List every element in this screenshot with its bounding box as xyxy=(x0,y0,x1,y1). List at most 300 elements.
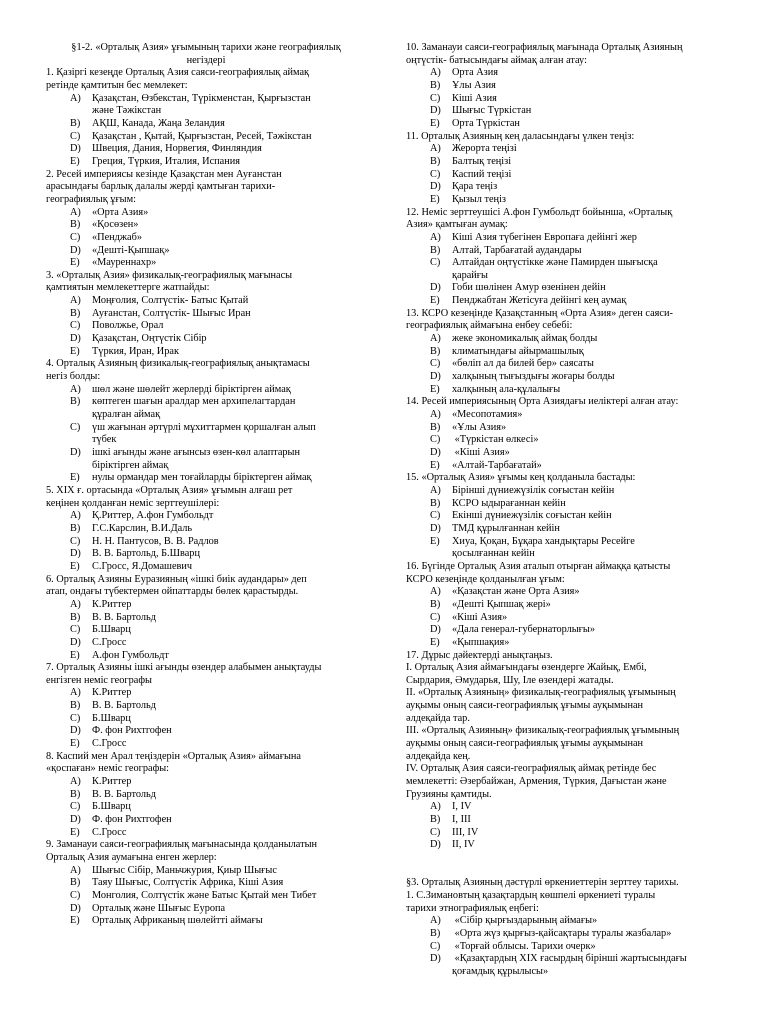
answer-option xyxy=(406,346,728,359)
option-letter: B) xyxy=(430,244,441,256)
option-letter: A) xyxy=(70,295,81,307)
option-text: К.Риттер xyxy=(92,687,132,699)
question-line: 14. Ресей империясының Орта Азиядағы иеліктері алған атау: xyxy=(406,396,679,408)
option-text: Шығыс Түркістан xyxy=(452,105,532,117)
option-continuation: қосылғаннан кейін xyxy=(452,548,535,560)
answer-option xyxy=(46,523,366,536)
option-text: ТМД құрылғаннан кейін xyxy=(452,522,560,534)
answer-option xyxy=(46,245,366,258)
option-letter: B) xyxy=(70,877,81,889)
question-line: 15. «Орталық Азия» ұғымы кең қолданыла бастады: xyxy=(406,472,636,484)
option-letter: C) xyxy=(430,940,441,952)
option-letter: B) xyxy=(70,396,81,408)
option-letter: A) xyxy=(430,586,441,598)
section-heading: §1-2. «Орталық Азия» ұғымының тарихи және географиялық xyxy=(71,42,341,53)
answer-option xyxy=(46,687,366,700)
question-line: Грузияны қамтиды. xyxy=(406,788,492,800)
answer-option xyxy=(406,169,728,182)
option-letter: D) xyxy=(70,143,81,155)
answer-option xyxy=(406,282,728,295)
option-letter: D) xyxy=(430,447,441,458)
answer-option xyxy=(406,118,728,131)
answer-option xyxy=(46,561,366,574)
option-text: А.фон Гумбольдт xyxy=(92,649,169,661)
answer-option xyxy=(406,599,728,612)
answer-option xyxy=(46,156,366,169)
answer-option xyxy=(406,156,728,169)
option-text: Ұлы Азия xyxy=(452,79,496,91)
option-letter: C) xyxy=(70,320,81,332)
answer-option xyxy=(406,232,728,245)
option-letter: E) xyxy=(70,257,80,269)
option-letter: A) xyxy=(430,409,441,421)
question-line: қамтиятын мемлекеттерге жатпайды: xyxy=(46,282,210,294)
right-column xyxy=(406,42,728,979)
option-text: Пенджабтан Жетісуға дейінгі кең аумақ xyxy=(452,295,627,307)
option-letter: A) xyxy=(430,333,441,345)
answer-option xyxy=(406,257,728,270)
answer-option xyxy=(406,371,728,384)
option-letter: E) xyxy=(70,915,80,927)
option-text: Бірінші дүниежүзілік соғыстан кейін xyxy=(452,484,615,496)
option-text: Б.Шварц xyxy=(92,624,131,636)
option-letter: C) xyxy=(70,712,81,724)
answer-option xyxy=(46,789,366,802)
question-line: мемлекетті: Әзербайжан, Армения, Түркия, Дағыстан және xyxy=(406,776,667,788)
option-text: Қазақстан, Өзбекстан, Түрікменстан, Қырғызстан xyxy=(92,92,311,104)
option-text: Орта Түркістан xyxy=(452,117,520,129)
option-letter: D) xyxy=(430,282,441,294)
option-text: Қазақстан, Оңтүстік Сібір xyxy=(92,333,207,345)
option-letter: C) xyxy=(70,231,81,243)
option-letter: D) xyxy=(430,522,441,534)
question-line: IV. Орталық Азия саяси-географиялық аймақ ретінде бес xyxy=(406,763,657,775)
question-line: географиялық аймағына енбеу себебі: xyxy=(406,320,573,332)
option-letter: B) xyxy=(70,117,81,129)
option-letter: B) xyxy=(430,421,441,433)
answer-option xyxy=(46,624,366,637)
question-line: географиялық ұғым: xyxy=(46,193,136,205)
option-text: «Сібір қырғыздарының аймағы» xyxy=(452,915,598,927)
option-text: Түркия, Иран, Ирак xyxy=(92,345,179,357)
answer-option xyxy=(406,447,728,460)
option-text: Н. Н. Пантусов, В. В. Радлов xyxy=(92,535,219,547)
option-letter: C) xyxy=(430,257,441,269)
option-letter: E) xyxy=(430,383,440,395)
question-line: II. «Орталық Азияның» физикалық-географиялық ұғымының xyxy=(406,687,676,699)
option-text: халқының ала-құлалығы xyxy=(452,383,561,395)
option-text: Б.Шварц xyxy=(92,712,131,724)
answer-option xyxy=(46,295,366,308)
option-letter: B) xyxy=(70,522,81,534)
option-letter: A) xyxy=(70,206,81,218)
answer-option xyxy=(46,118,366,131)
question-line: 10. Заманауи саяси-географиялық мағынада Орталық Азияның xyxy=(406,42,683,53)
option-letter: B) xyxy=(430,79,441,91)
question-line: енгізген неміс географы xyxy=(46,674,152,686)
option-text: Швеция, Дания, Норвегия, Финляндия xyxy=(92,143,262,155)
option-letter: C) xyxy=(430,826,441,838)
option-text: «бөліп ал да билей бер» саясаты xyxy=(452,358,594,370)
option-text: Гоби шөлінен Амур өзенінен дейін xyxy=(452,282,606,294)
option-letter: A) xyxy=(70,776,81,788)
option-text: «Алтай-Тарбағатай» xyxy=(452,459,542,471)
answer-option xyxy=(406,586,728,599)
spacer xyxy=(406,852,728,865)
option-text: I, III xyxy=(452,814,471,826)
question-line: оңтүстік- батысындағы аймақ алған атау: xyxy=(406,54,587,66)
question-line: I. Орталық Азия аймағындағы өзендерге Жайық, Ембі, xyxy=(406,662,647,674)
answer-option xyxy=(46,725,366,738)
answer-option xyxy=(406,814,728,827)
answer-option xyxy=(406,358,728,371)
question-line: ауқымы оның саяси-географиялық ұғымы ауқымынан xyxy=(406,738,644,750)
option-letter: E) xyxy=(430,295,440,307)
option-letter: D) xyxy=(70,447,81,458)
option-letter: A) xyxy=(430,143,441,155)
option-text: «Қазақтардың ХІХ ғасырдың бірінші жартысындағы xyxy=(452,953,687,965)
answer-option xyxy=(46,865,366,878)
left-column xyxy=(46,42,366,928)
answer-option xyxy=(406,333,728,346)
answer-option xyxy=(46,903,366,916)
option-letter: E) xyxy=(70,472,80,484)
option-text: халқының тығыздығы жоғары болды xyxy=(452,371,615,383)
option-letter: C) xyxy=(70,889,81,901)
option-text: «Қосөзен» xyxy=(92,219,139,231)
question-line: Сырдария, Әмударья, Шу, Іле өзендері жатады. xyxy=(406,674,614,686)
answer-option xyxy=(406,498,728,511)
answer-option xyxy=(406,536,728,549)
option-text: «Орта жүз қырғыз-қайсақтары туралы жазбалар» xyxy=(452,927,672,939)
option-letter: C) xyxy=(430,510,441,522)
option-letter: D) xyxy=(70,636,81,648)
option-letter: D) xyxy=(70,814,81,826)
answer-option xyxy=(406,485,728,498)
option-text: климатындағы айырмашылық xyxy=(452,345,584,357)
option-text: В. В. Бартольд xyxy=(92,611,156,623)
option-letter: D) xyxy=(70,902,81,914)
option-letter: C) xyxy=(70,130,81,142)
question-line: КСРО кезеңінде қолданылған ұғым: xyxy=(406,573,565,585)
question-line: 1. С.Зимановтың қазақтардың көшпелі өркениеті туралы xyxy=(406,889,656,901)
option-letter: A) xyxy=(430,915,441,927)
option-text: Монголия, Солтүстік және Батыс Қытай мен Тибет xyxy=(92,889,317,901)
answer-option xyxy=(46,447,366,460)
answer-option xyxy=(406,953,728,966)
option-text: «Месопотамия» xyxy=(452,409,523,421)
answer-option xyxy=(406,384,728,397)
answer-option xyxy=(406,915,728,928)
option-text: I, IV xyxy=(452,801,472,813)
answer-option xyxy=(46,308,366,321)
answer-option xyxy=(406,612,728,625)
option-letter: A) xyxy=(430,801,441,813)
answer-option xyxy=(406,941,728,954)
option-text: Ауғанстан, Солтүстік- Шығыс Иран xyxy=(92,307,251,319)
option-letter: E) xyxy=(430,459,440,471)
answer-option xyxy=(406,422,728,435)
question-line: ретінде қамтитын бес мемлекет: xyxy=(46,79,188,91)
question-line: 8. Каспий мен Арал теңіздерін «Орталық Азия» аймағына xyxy=(46,750,301,762)
option-letter: C) xyxy=(430,358,441,370)
option-letter: D) xyxy=(430,624,441,636)
answer-option xyxy=(406,801,728,814)
option-text: Орталық Африканың шөлейтті аймағы xyxy=(92,915,263,927)
option-text: ішкі ағынды және ағынсыз өзен-көл алаптарын xyxy=(92,447,300,458)
answer-option xyxy=(406,80,728,93)
answer-option xyxy=(46,510,366,523)
option-text: С.Гросс, Я.Домашевич xyxy=(92,560,193,572)
question-line: 11. Орталық Азияның кең даласындағы үлкен теңіз: xyxy=(406,130,635,142)
option-text: К.Риттер xyxy=(92,776,132,788)
option-text: К.Риттер xyxy=(92,598,132,610)
option-text: Хиуа, Қоқан, Бұқара хандықтары Ресейге xyxy=(452,535,635,547)
option-text: «Пенджаб» xyxy=(92,231,142,243)
answer-option xyxy=(46,472,366,485)
answer-option xyxy=(46,713,366,726)
answer-option xyxy=(46,143,366,156)
answer-option xyxy=(406,245,728,258)
question-line: Азия» қамтыған аумақ: xyxy=(406,219,508,231)
option-letter: D) xyxy=(430,181,441,193)
answer-option xyxy=(406,409,728,422)
option-text: Кіші Азия xyxy=(452,92,497,104)
answer-option xyxy=(46,346,366,359)
option-text: Г.С.Карслин, В.И.Даль xyxy=(92,522,193,534)
option-text: Орта Азия xyxy=(452,67,498,79)
option-letter: A) xyxy=(70,687,81,699)
answer-option xyxy=(46,814,366,827)
question-line: тарихи этнографиялық еңбегі: xyxy=(406,902,539,914)
option-letter: B) xyxy=(70,788,81,800)
option-text: Греция, Түркия, Италия, Испания xyxy=(92,155,241,167)
option-letter: E) xyxy=(430,636,440,648)
question-line: «қоспаған» неміс географы: xyxy=(46,763,170,775)
option-text: Б.Шварц xyxy=(92,801,131,813)
answer-option xyxy=(406,67,728,80)
option-letter: B) xyxy=(430,814,441,826)
option-text: шөл және шөлейт жерлерді біріктірген аймақ xyxy=(92,383,291,395)
option-letter: D) xyxy=(70,244,81,256)
question-line: 2. Ресей империясы кезінде Қазақстан мен Ауғанстан xyxy=(46,168,282,180)
answer-option xyxy=(406,839,728,852)
option-text: Алтай, Тарбағатай аудандары xyxy=(452,244,582,256)
option-text: С.Гросс xyxy=(92,826,127,838)
answer-option xyxy=(46,257,366,270)
option-text: «Түркістан өлкесі» xyxy=(452,434,539,446)
option-text: Қызыл теңіз xyxy=(452,193,506,205)
option-text: Орталық және Шығыс Еуропа xyxy=(92,902,226,914)
question-line: әлдеқайда кең. xyxy=(406,750,471,762)
option-letter: A) xyxy=(70,510,81,522)
option-text: КСРО ыдырағаннан кейін xyxy=(452,497,566,509)
answer-option xyxy=(46,93,366,106)
question-line: 1. Қазіргі кезеңде Орталық Азия саяси-географиялық аймақ xyxy=(46,67,310,79)
option-text: көптеген шағын аралдар мен архипелагтардан xyxy=(92,396,296,408)
question-line: ауқымы оның саяси-географиялық ұғымы ауқымынан xyxy=(406,700,644,712)
option-letter: D) xyxy=(430,371,441,383)
option-letter: D) xyxy=(70,548,81,560)
answer-option xyxy=(46,536,366,549)
option-letter: B) xyxy=(70,219,81,231)
option-text: АҚШ, Канада, Жаңа Зеландия xyxy=(92,117,225,129)
option-letter: B) xyxy=(70,700,81,712)
option-text: «Кіші Азия» xyxy=(452,447,510,458)
answer-option xyxy=(406,295,728,308)
option-text: Кіші Азия түбегінен Европаға дейінгі жер xyxy=(452,231,637,243)
answer-option xyxy=(406,510,728,523)
question-line: атап, ондағы түбектермен ойпаттарды бөлек қарастырды. xyxy=(46,586,299,598)
option-text: Поволжье, Орал xyxy=(92,320,164,332)
option-text: «Қазақстан және Орта Азия» xyxy=(452,586,580,598)
question-line: 7. Орталық Азияны ішкі ағынды өзендер алабымен анықтауды xyxy=(46,662,322,674)
option-letter: E) xyxy=(70,826,80,838)
option-text: «Дешті-Қыпшақ» xyxy=(92,244,170,256)
answer-option xyxy=(46,207,366,220)
option-text: Жерорта теңізі xyxy=(452,143,517,155)
answer-option xyxy=(46,131,366,144)
option-letter: E) xyxy=(430,117,440,129)
answer-option xyxy=(46,333,366,346)
answer-option xyxy=(46,219,366,232)
option-continuation: қоғамдық құрылысы» xyxy=(452,965,549,977)
question-line: әлдеқайда тар. xyxy=(406,712,470,724)
answer-option xyxy=(406,637,728,650)
answer-option xyxy=(46,801,366,814)
option-letter: E) xyxy=(70,649,80,661)
answer-option xyxy=(406,434,728,447)
answer-option xyxy=(406,523,728,536)
answer-option xyxy=(46,320,366,333)
answer-option xyxy=(46,700,366,713)
answer-option xyxy=(406,143,728,156)
question-line: 9. Заманауи саяси-географиялық мағынасында қолданылатын xyxy=(46,839,318,851)
option-text: Каспий теңізі xyxy=(452,168,512,180)
option-letter: A) xyxy=(430,67,441,79)
answer-option xyxy=(46,612,366,625)
answer-option xyxy=(46,232,366,245)
answer-option xyxy=(46,915,366,928)
answer-option xyxy=(46,827,366,840)
answer-option xyxy=(46,637,366,650)
option-letter: A) xyxy=(70,383,81,395)
answer-option xyxy=(46,548,366,561)
option-letter: C) xyxy=(430,434,441,446)
option-letter: B) xyxy=(70,307,81,319)
option-text: Балтық теңізі xyxy=(452,155,512,167)
option-text: Қара теңіз xyxy=(452,181,498,193)
answer-option xyxy=(406,194,728,207)
question-line: §3. Орталық Азияның дәстүрлі өркениеттерін зерттеу тарихы. xyxy=(406,877,679,889)
option-letter: C) xyxy=(430,92,441,104)
answer-option xyxy=(46,738,366,751)
option-text: Қ.Риттер, А.фон Гумбольдт xyxy=(92,510,214,522)
option-letter: D) xyxy=(70,333,81,345)
option-continuation: қарайғы xyxy=(452,269,488,281)
option-text: III, IV xyxy=(452,826,479,838)
option-text: В. В. Бартольд, Б.Шварц xyxy=(92,548,200,560)
option-letter: B) xyxy=(430,598,441,610)
option-text: нулы ормандар мен тоғайларды біріктерген аймақ xyxy=(92,472,312,484)
question-line: негіз болды: xyxy=(46,371,101,383)
option-letter: A) xyxy=(70,598,81,610)
answer-option xyxy=(46,776,366,789)
option-letter: C) xyxy=(70,421,81,433)
question-line: 3. «Орталық Азия» физикалық-географиялық мағынасы xyxy=(46,269,293,281)
option-text: С.Гросс xyxy=(92,636,127,648)
option-letter: C) xyxy=(430,168,441,180)
option-text: Таяу Шығыс, Солтүстік Африка, Кіші Азия xyxy=(92,877,284,889)
option-letter: A) xyxy=(70,864,81,876)
option-letter: E) xyxy=(70,155,80,167)
question-line: 12. Неміс зерттеушісі А.фон Гумбольдт бойынша, «Орталық xyxy=(406,206,673,218)
option-letter: B) xyxy=(430,345,441,357)
option-text: Моңғолия, Солтүстік- Батыс Қытай xyxy=(92,295,249,307)
option-letter: E) xyxy=(70,345,80,357)
option-text: С.Гросс xyxy=(92,738,127,750)
answer-option xyxy=(406,105,728,118)
question-line: 13. КСРО кезеңінде Қазақстанның «Орта Азия» деген саяси- xyxy=(406,307,673,319)
option-letter: C) xyxy=(430,611,441,623)
question-line: 5. XIX ғ. ортасында «Орталық Азия» ұғымын алғаш рет xyxy=(46,484,293,496)
answer-option xyxy=(46,650,366,663)
option-letter: D) xyxy=(430,105,441,117)
spacer xyxy=(406,865,728,878)
option-text: Ф. фон Рихтгофен xyxy=(92,725,172,737)
option-letter: A) xyxy=(70,92,81,104)
option-letter: E) xyxy=(70,560,80,572)
question-line: 17. Дұрыс дәйектерді анықтаңыз. xyxy=(406,649,553,661)
option-letter: B) xyxy=(70,611,81,623)
option-letter: B) xyxy=(430,927,441,939)
question-line: арасындағы барлық далалы жерді қамтыған тарихи- xyxy=(46,181,276,193)
option-text: үш жағынан әртүрлі мұхиттармен қоршалған алып xyxy=(92,421,316,433)
option-letter: D) xyxy=(430,953,441,965)
answer-option xyxy=(406,181,728,194)
question-line: Орталық Азия аумағына енген жерлер: xyxy=(46,852,217,863)
option-letter: E) xyxy=(430,535,440,547)
answer-option xyxy=(46,599,366,612)
option-letter: D) xyxy=(430,839,441,851)
option-text: «Қыпшақия» xyxy=(452,636,510,648)
option-text: «Кіші Азия» xyxy=(452,611,508,623)
answer-option xyxy=(406,827,728,840)
option-continuation: түбек xyxy=(92,434,117,446)
option-text: «Мауреннахр» xyxy=(92,257,157,269)
option-text: «Ұлы Азия» xyxy=(452,421,507,433)
option-letter: D) xyxy=(70,725,81,737)
option-letter: E) xyxy=(70,738,80,750)
option-text: Қазақстан , Қытай, Қырғызстан, Ресей, Тәжікстан xyxy=(92,130,312,142)
option-text: «Дала генерал-губернаторлығы» xyxy=(452,624,595,636)
question-line: кеңінен қолданған неміс зерттеушілері: xyxy=(46,497,220,509)
question-line: 16. Бүгінде Орталық Азия аталып отырған аймаққа қатысты xyxy=(406,560,671,572)
answer-option xyxy=(406,93,728,106)
answer-option xyxy=(46,396,366,409)
option-text: «Орта Азия» xyxy=(92,206,149,218)
option-text: Алтайдан оңтүстікке және Памирден шығысқа xyxy=(452,257,658,269)
answer-option xyxy=(46,877,366,890)
option-letter: C) xyxy=(70,535,81,547)
option-letter: A) xyxy=(430,231,441,243)
option-text: Ф. фон Рихтгофен xyxy=(92,814,172,826)
option-text: В. В. Бартольд xyxy=(92,788,156,800)
option-text: II, IV xyxy=(452,839,475,851)
section-heading: негіздері xyxy=(186,54,226,66)
option-text: Шығыс Сібір, Маньчжурия, Қиыр Шығыс xyxy=(92,864,277,876)
answer-option xyxy=(406,624,728,637)
